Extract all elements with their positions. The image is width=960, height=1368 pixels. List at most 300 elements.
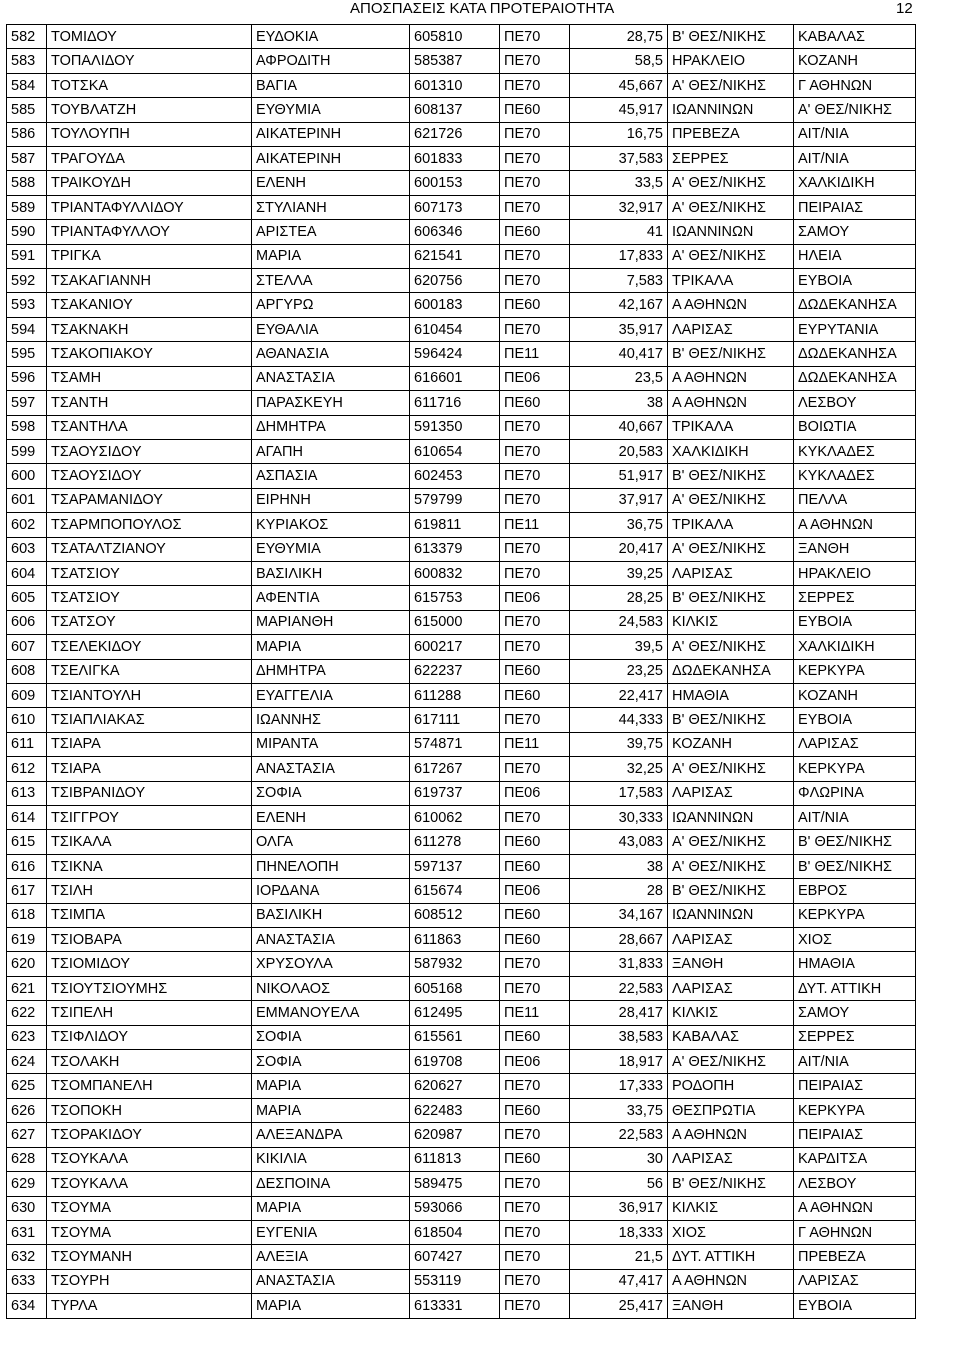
table-row — [7, 269, 916, 293]
registry-code-cell: 612495 — [410, 1001, 500, 1025]
first-name-cell: ΕΥΘΑΛΙΑ — [252, 317, 410, 341]
registry-code-cell: 589475 — [410, 1172, 500, 1196]
surname-cell: ΤΟΠΑΛΙΔΟΥ — [47, 49, 252, 73]
surname-cell: ΤΟΜΙΔΟΥ — [47, 25, 252, 49]
score-cell: 31,833 — [570, 952, 668, 976]
table-row — [7, 781, 916, 805]
score-cell: 22,417 — [570, 683, 668, 707]
origin-cell: ΚΙΛΚΙΣ — [668, 610, 794, 634]
registry-code-cell: 615000 — [410, 610, 500, 634]
destination-cell: ΛΕΣΒΟΥ — [794, 1172, 916, 1196]
origin-cell: Β' ΘΕΣ/ΝΙΚΗΣ — [668, 464, 794, 488]
registry-code-cell: 553119 — [410, 1269, 500, 1293]
table-row — [7, 1245, 916, 1269]
destination-cell: ΧΑΛΚΙΔΙΚΗ — [794, 635, 916, 659]
destination-cell: ΕΥΒΟΙΑ — [794, 610, 916, 634]
table-body — [7, 25, 916, 1319]
specialty-cell: ΠΕ70 — [500, 537, 570, 561]
score-cell: 35,917 — [570, 317, 668, 341]
destination-cell: ΚΥΚΛΑΔΕΣ — [794, 439, 916, 463]
destination-cell: ΞΑΝΘΗ — [794, 537, 916, 561]
origin-cell: Β' ΘΕΣ/ΝΙΚΗΣ — [668, 25, 794, 49]
table-row — [7, 1172, 916, 1196]
destination-cell: ΚΕΡΚΥΡΑ — [794, 757, 916, 781]
first-name-cell: ΑΝΑΣΤΑΣΙΑ — [252, 757, 410, 781]
table-row — [7, 635, 916, 659]
registry-code-cell: 611716 — [410, 391, 500, 415]
table-row — [7, 830, 916, 854]
destination-cell: ΣΕΡΡΕΣ — [794, 586, 916, 610]
row-number-cell: 634 — [7, 1294, 47, 1318]
first-name-cell: ΑΦΡΟΔΙΤΗ — [252, 49, 410, 73]
surname-cell: ΤΟΤΣΚΑ — [47, 73, 252, 97]
score-cell: 28,667 — [570, 928, 668, 952]
score-cell: 16,75 — [570, 122, 668, 146]
registry-code-cell: 619708 — [410, 1050, 500, 1074]
destination-cell: Β' ΘΕΣ/ΝΙΚΗΣ — [794, 854, 916, 878]
registry-code-cell: 620987 — [410, 1123, 500, 1147]
row-number-cell: 632 — [7, 1245, 47, 1269]
table-row — [7, 537, 916, 561]
row-number-cell: 603 — [7, 537, 47, 561]
score-cell: 34,167 — [570, 903, 668, 927]
row-number-cell: 589 — [7, 195, 47, 219]
destination-cell: ΠΕΙΡΑΙΑΣ — [794, 195, 916, 219]
specialty-cell: ΠΕ60 — [500, 903, 570, 927]
specialty-cell: ΠΕ70 — [500, 147, 570, 171]
row-number-cell: 616 — [7, 854, 47, 878]
origin-cell: ΤΡΙΚΑΛΑ — [668, 269, 794, 293]
registry-code-cell: 610454 — [410, 317, 500, 341]
registry-code-cell: 600153 — [410, 171, 500, 195]
first-name-cell: ΔΕΣΠΟΙΝΑ — [252, 1172, 410, 1196]
origin-cell: Α' ΘΕΣ/ΝΙΚΗΣ — [668, 73, 794, 97]
row-number-cell: 590 — [7, 220, 47, 244]
first-name-cell: ΕΙΡΗΝΗ — [252, 488, 410, 512]
first-name-cell: ΕΛΕΝΗ — [252, 171, 410, 195]
origin-cell: Α' ΘΕΣ/ΝΙΚΗΣ — [668, 488, 794, 512]
table-row — [7, 391, 916, 415]
surname-cell: ΤΣΙΑΝΤΟΥΛΗ — [47, 683, 252, 707]
score-cell: 24,583 — [570, 610, 668, 634]
registry-code-cell: 611863 — [410, 928, 500, 952]
table-row — [7, 1196, 916, 1220]
score-cell: 21,5 — [570, 1245, 668, 1269]
registry-code-cell: 611813 — [410, 1147, 500, 1171]
score-cell: 20,583 — [570, 439, 668, 463]
row-number-cell: 631 — [7, 1220, 47, 1244]
origin-cell: ΠΡΕΒΕΖΑ — [668, 122, 794, 146]
surname-cell: ΤΣΑΟΥΣΙΔΟΥ — [47, 464, 252, 488]
specialty-cell: ΠΕ70 — [500, 171, 570, 195]
surname-cell: ΤΣΑΤΣΟΥ — [47, 610, 252, 634]
origin-cell: ΗΡΑΚΛΕΙΟ — [668, 49, 794, 73]
origin-cell: Α ΑΘΗΝΩΝ — [668, 366, 794, 390]
score-cell: 30,333 — [570, 806, 668, 830]
table-row — [7, 928, 916, 952]
first-name-cell: ΑΙΚΑΤΕΡΙΝΗ — [252, 122, 410, 146]
destination-cell: ΔΩΔΕΚΑΝΗΣΑ — [794, 366, 916, 390]
surname-cell: ΤΡΙΑΝΤΑΦΥΛΛΟΥ — [47, 220, 252, 244]
specialty-cell: ΠΕ60 — [500, 98, 570, 122]
score-cell: 33,75 — [570, 1098, 668, 1122]
surname-cell: ΤΣΙΟΜΙΔΟΥ — [47, 952, 252, 976]
origin-cell: ΧΑΛΚΙΔΙΚΗ — [668, 439, 794, 463]
table-row — [7, 1050, 916, 1074]
specialty-cell: ΠΕ70 — [500, 269, 570, 293]
first-name-cell: ΠΗΝΕΛΟΠΗ — [252, 854, 410, 878]
score-cell: 33,5 — [570, 171, 668, 195]
row-number-cell: 622 — [7, 1001, 47, 1025]
first-name-cell: ΑΡΙΣΤΕΑ — [252, 220, 410, 244]
origin-cell: Α' ΘΕΣ/ΝΙΚΗΣ — [668, 537, 794, 561]
specialty-cell: ΠΕ70 — [500, 708, 570, 732]
surname-cell: ΤΣΕΛΙΓΚΑ — [47, 659, 252, 683]
score-cell: 22,583 — [570, 976, 668, 1000]
origin-cell: ΚΙΛΚΙΣ — [668, 1001, 794, 1025]
first-name-cell: ΚΙΚΙΛΙΑ — [252, 1147, 410, 1171]
destination-cell: ΚΕΡΚΥΡΑ — [794, 903, 916, 927]
surname-cell: ΤΣΙΑΡΑ — [47, 732, 252, 756]
specialty-cell: ΠΕ70 — [500, 488, 570, 512]
table-row — [7, 1294, 916, 1318]
surname-cell: ΤΟΥΛΟΥΠΗ — [47, 122, 252, 146]
score-cell: 37,583 — [570, 147, 668, 171]
origin-cell: ΔΩΔΕΚΑΝΗΣΑ — [668, 659, 794, 683]
specialty-cell: ΠΕ06 — [500, 366, 570, 390]
origin-cell: Α ΑΘΗΝΩΝ — [668, 391, 794, 415]
first-name-cell: ΕΥΘΥΜΙΑ — [252, 537, 410, 561]
specialty-cell: ΠΕ60 — [500, 830, 570, 854]
first-name-cell: ΕΥΑΓΓΕΛΙΑ — [252, 683, 410, 707]
score-cell: 18,333 — [570, 1220, 668, 1244]
registry-code-cell: 622237 — [410, 659, 500, 683]
destination-cell: ΠΡΕΒΕΖΑ — [794, 1245, 916, 1269]
first-name-cell: ΜΑΡΙΑ — [252, 1098, 410, 1122]
registry-code-cell: 574871 — [410, 732, 500, 756]
surname-cell: ΤΣΑΚΟΠΙΑΚΟΥ — [47, 342, 252, 366]
surname-cell: ΤΣΟΥΜΑΝΗ — [47, 1245, 252, 1269]
destination-cell: ΗΜΑΘΙΑ — [794, 952, 916, 976]
surname-cell: ΤΡΙΑΝΤΑΦΥΛΛΙΔΟΥ — [47, 195, 252, 219]
specialty-cell: ΠΕ60 — [500, 1025, 570, 1049]
destination-cell: ΚΑΒΑΛΑΣ — [794, 25, 916, 49]
score-cell: 32,917 — [570, 195, 668, 219]
surname-cell: ΤΣΙΚΑΛΑ — [47, 830, 252, 854]
specialty-cell: ΠΕ70 — [500, 976, 570, 1000]
surname-cell: ΤΡΙΓΚΑ — [47, 244, 252, 268]
row-number-cell: 606 — [7, 610, 47, 634]
registry-code-cell: 618504 — [410, 1220, 500, 1244]
score-cell: 58,5 — [570, 49, 668, 73]
destination-cell: ΣΑΜΟΥ — [794, 220, 916, 244]
row-number-cell: 591 — [7, 244, 47, 268]
score-cell: 23,25 — [570, 659, 668, 683]
origin-cell: ΤΡΙΚΑΛΑ — [668, 415, 794, 439]
registry-code-cell: 601833 — [410, 147, 500, 171]
specialty-cell: ΠΕ06 — [500, 879, 570, 903]
row-number-cell: 600 — [7, 464, 47, 488]
score-cell: 56 — [570, 1172, 668, 1196]
surname-cell: ΤΡΑΙΚΟΥΔΗ — [47, 171, 252, 195]
specialty-cell: ΠΕ60 — [500, 683, 570, 707]
surname-cell: ΤΣΑΤΣΙΟΥ — [47, 586, 252, 610]
specialty-cell: ΠΕ70 — [500, 195, 570, 219]
surname-cell: ΤΡΑΓΟΥΔΑ — [47, 147, 252, 171]
first-name-cell: ΕΛΕΝΗ — [252, 806, 410, 830]
score-cell: 43,083 — [570, 830, 668, 854]
page-header — [0, 0, 960, 22]
table-row — [7, 1098, 916, 1122]
row-number-cell: 629 — [7, 1172, 47, 1196]
table-row — [7, 73, 916, 97]
specialty-cell: ΠΕ06 — [500, 1050, 570, 1074]
registry-code-cell: 585387 — [410, 49, 500, 73]
table-row — [7, 854, 916, 878]
specialty-cell: ΠΕ70 — [500, 73, 570, 97]
surname-cell: ΤΥΡΛΑ — [47, 1294, 252, 1318]
table-row — [7, 1123, 916, 1147]
score-cell: 45,917 — [570, 98, 668, 122]
destination-cell: ΚΟΖΑΝΗ — [794, 683, 916, 707]
row-number-cell: 615 — [7, 830, 47, 854]
row-number-cell: 614 — [7, 806, 47, 830]
first-name-cell: ΑΙΚΑΤΕΡΙΝΗ — [252, 147, 410, 171]
score-cell: 39,25 — [570, 561, 668, 585]
origin-cell: ΙΩΑΝΝΙΝΩΝ — [668, 220, 794, 244]
surname-cell: ΤΣΑΝΤΗ — [47, 391, 252, 415]
surname-cell: ΤΣΙΜΠΑ — [47, 903, 252, 927]
specialty-cell: ΠΕ70 — [500, 244, 570, 268]
origin-cell: ΞΑΝΘΗ — [668, 952, 794, 976]
row-number-cell: 620 — [7, 952, 47, 976]
destination-cell: ΑΙΤ/ΝΙΑ — [794, 806, 916, 830]
registry-code-cell: 591350 — [410, 415, 500, 439]
surname-cell: ΤΣΟΠΟΚΗ — [47, 1098, 252, 1122]
origin-cell: ΚΑΒΑΛΑΣ — [668, 1025, 794, 1049]
origin-cell: ΤΡΙΚΑΛΑ — [668, 513, 794, 537]
first-name-cell: ΑΘΑΝΑΣΙΑ — [252, 342, 410, 366]
specialty-cell: ΠΕ70 — [500, 1269, 570, 1293]
registry-code-cell: 608512 — [410, 903, 500, 927]
specialty-cell: ΠΕ70 — [500, 1196, 570, 1220]
registry-code-cell: 613331 — [410, 1294, 500, 1318]
registry-code-cell: 596424 — [410, 342, 500, 366]
specialty-cell: ΠΕ60 — [500, 391, 570, 415]
specialty-cell: ΠΕ70 — [500, 561, 570, 585]
table-row — [7, 171, 916, 195]
first-name-cell: ΧΡΥΣΟΥΛΑ — [252, 952, 410, 976]
destination-cell: ΚΟΖΑΝΗ — [794, 49, 916, 73]
destination-cell: ΔΩΔΕΚΑΝΗΣΑ — [794, 342, 916, 366]
origin-cell: ΘΕΣΠΡΩΤΙΑ — [668, 1098, 794, 1122]
table-row — [7, 147, 916, 171]
surname-cell: ΤΣΙΒΡΑΝΙΔΟΥ — [47, 781, 252, 805]
origin-cell: ΛΑΡΙΣΑΣ — [668, 1147, 794, 1171]
origin-cell: Β' ΘΕΣ/ΝΙΚΗΣ — [668, 586, 794, 610]
registry-code-cell: 619811 — [410, 513, 500, 537]
registry-code-cell: 602453 — [410, 464, 500, 488]
row-number-cell: 613 — [7, 781, 47, 805]
first-name-cell: ΙΩΑΝΝΗΣ — [252, 708, 410, 732]
surname-cell: ΤΣΙΑΡΑ — [47, 757, 252, 781]
surname-cell: ΤΣΑΚΝΑΚΗ — [47, 317, 252, 341]
row-number-cell: 594 — [7, 317, 47, 341]
destination-cell: ΒΟΙΩΤΙΑ — [794, 415, 916, 439]
origin-cell: ΡΟΔΟΠΗ — [668, 1074, 794, 1098]
specialty-cell: ΠΕ60 — [500, 928, 570, 952]
destination-cell: ΗΛΕΙΑ — [794, 244, 916, 268]
surname-cell: ΤΣΑΟΥΣΙΔΟΥ — [47, 439, 252, 463]
first-name-cell: ΒΑΣΙΛΙΚΗ — [252, 561, 410, 585]
specialty-cell: ΠΕ70 — [500, 806, 570, 830]
destination-cell: Α ΑΘΗΝΩΝ — [794, 513, 916, 537]
origin-cell: ΙΩΑΝΝΙΝΩΝ — [668, 903, 794, 927]
score-cell: 41 — [570, 220, 668, 244]
row-number-cell: 626 — [7, 1098, 47, 1122]
destination-cell: ΚΥΚΛΑΔΕΣ — [794, 464, 916, 488]
surname-cell: ΤΣΟΥΜΑ — [47, 1220, 252, 1244]
origin-cell: Α' ΘΕΣ/ΝΙΚΗΣ — [668, 195, 794, 219]
score-cell: 17,333 — [570, 1074, 668, 1098]
origin-cell: ΛΑΡΙΣΑΣ — [668, 781, 794, 805]
destination-cell: ΕΥΒΟΙΑ — [794, 1294, 916, 1318]
first-name-cell: ΕΥΓΕΝΙΑ — [252, 1220, 410, 1244]
surname-cell: ΤΣΑΚΑΓΙΑΝΝΗ — [47, 269, 252, 293]
origin-cell: Β' ΘΕΣ/ΝΙΚΗΣ — [668, 342, 794, 366]
destination-cell: ΛΑΡΙΣΑΣ — [794, 732, 916, 756]
origin-cell: ΙΩΑΝΝΙΝΩΝ — [668, 98, 794, 122]
specialty-cell: ΠΕ06 — [500, 781, 570, 805]
row-number-cell: 584 — [7, 73, 47, 97]
score-cell: 28 — [570, 879, 668, 903]
origin-cell: ΣΕΡΡΕΣ — [668, 147, 794, 171]
row-number-cell: 624 — [7, 1050, 47, 1074]
origin-cell: ΚΟΖΑΝΗ — [668, 732, 794, 756]
registry-code-cell: 600217 — [410, 635, 500, 659]
first-name-cell: ΜΑΡΙΑ — [252, 1196, 410, 1220]
surname-cell: ΤΟΥΒΛΑΤΖΗ — [47, 98, 252, 122]
destination-cell: Γ ΑΘΗΝΩΝ — [794, 1220, 916, 1244]
table-row — [7, 976, 916, 1000]
table-row — [7, 683, 916, 707]
registry-code-cell: 610062 — [410, 806, 500, 830]
registry-code-cell: 615753 — [410, 586, 500, 610]
surname-cell: ΤΣΙΓΓΡΟΥ — [47, 806, 252, 830]
first-name-cell: ΜΑΡΙΑ — [252, 244, 410, 268]
row-number-cell: 593 — [7, 293, 47, 317]
table-row — [7, 732, 916, 756]
destination-cell: ΑΙΤ/ΝΙΑ — [794, 147, 916, 171]
table-row — [7, 1001, 916, 1025]
surname-cell: ΤΣΑΚΑΝΙΟΥ — [47, 293, 252, 317]
origin-cell: ΛΑΡΙΣΑΣ — [668, 928, 794, 952]
surname-cell: ΤΣΟΜΠΑΝΕΛΗ — [47, 1074, 252, 1098]
table-row — [7, 879, 916, 903]
origin-cell: ΛΑΡΙΣΑΣ — [668, 317, 794, 341]
first-name-cell: ΑΛΕΞΑΝΔΡΑ — [252, 1123, 410, 1147]
surname-cell: ΤΣΙΛΗ — [47, 879, 252, 903]
specialty-cell: ΠΕ70 — [500, 1220, 570, 1244]
row-number-cell: 597 — [7, 391, 47, 415]
registry-code-cell: 621726 — [410, 122, 500, 146]
surname-cell: ΤΣΟΥΚΑΛΑ — [47, 1172, 252, 1196]
surname-cell: ΤΣΙΠΕΛΗ — [47, 1001, 252, 1025]
first-name-cell: ΑΦΕΝΤΙΑ — [252, 586, 410, 610]
registry-code-cell: 621541 — [410, 244, 500, 268]
specialty-cell: ΠΕ70 — [500, 464, 570, 488]
destination-cell: ΑΙΤ/ΝΙΑ — [794, 122, 916, 146]
first-name-cell: ΑΝΑΣΤΑΣΙΑ — [252, 1269, 410, 1293]
table-row — [7, 903, 916, 927]
origin-cell: ΛΑΡΙΣΑΣ — [668, 561, 794, 585]
registry-code-cell: 579799 — [410, 488, 500, 512]
destination-cell: ΠΕΙΡΑΙΑΣ — [794, 1123, 916, 1147]
first-name-cell: ΜΑΡΙΑ — [252, 1074, 410, 1098]
score-cell: 36,917 — [570, 1196, 668, 1220]
destination-cell: ΔΩΔΕΚΑΝΗΣΑ — [794, 293, 916, 317]
specialty-cell: ΠΕ70 — [500, 1123, 570, 1147]
first-name-cell: ΝΙΚΟΛΑΟΣ — [252, 976, 410, 1000]
row-number-cell: 601 — [7, 488, 47, 512]
specialty-cell: ΠΕ70 — [500, 25, 570, 49]
destination-cell: Α' ΘΕΣ/ΝΙΚΗΣ — [794, 98, 916, 122]
registry-code-cell: 608137 — [410, 98, 500, 122]
row-number-cell: 598 — [7, 415, 47, 439]
score-cell: 28,25 — [570, 586, 668, 610]
first-name-cell: ΑΣΠΑΣΙΑ — [252, 464, 410, 488]
registry-code-cell: 597137 — [410, 854, 500, 878]
registry-code-cell: 593066 — [410, 1196, 500, 1220]
row-number-cell: 611 — [7, 732, 47, 756]
score-cell: 40,667 — [570, 415, 668, 439]
score-cell: 36,75 — [570, 513, 668, 537]
destination-cell: Γ ΑΘΗΝΩΝ — [794, 73, 916, 97]
table-row — [7, 244, 916, 268]
specialty-cell: ΠΕ11 — [500, 342, 570, 366]
destination-cell: ΕΥΒΟΙΑ — [794, 269, 916, 293]
first-name-cell: ΑΝΑΣΤΑΣΙΑ — [252, 928, 410, 952]
row-number-cell: 595 — [7, 342, 47, 366]
registry-code-cell: 611278 — [410, 830, 500, 854]
origin-cell: Α' ΘΕΣ/ΝΙΚΗΣ — [668, 171, 794, 195]
registry-code-cell: 605810 — [410, 25, 500, 49]
registry-code-cell: 620756 — [410, 269, 500, 293]
table-row — [7, 757, 916, 781]
registry-code-cell: 622483 — [410, 1098, 500, 1122]
specialty-cell: ΠΕ70 — [500, 952, 570, 976]
first-name-cell: ΚΥΡΙΑΚΟΣ — [252, 513, 410, 537]
specialty-cell: ΠΕ70 — [500, 1172, 570, 1196]
first-name-cell: ΒΑΣΙΛΙΚΗ — [252, 903, 410, 927]
origin-cell: Α ΑΘΗΝΩΝ — [668, 1123, 794, 1147]
registry-code-cell: 617267 — [410, 757, 500, 781]
specialty-cell: ΠΕ60 — [500, 1147, 570, 1171]
origin-cell: Α' ΘΕΣ/ΝΙΚΗΣ — [668, 1050, 794, 1074]
first-name-cell: ΕΥΘΥΜΙΑ — [252, 98, 410, 122]
origin-cell: Α' ΘΕΣ/ΝΙΚΗΣ — [668, 635, 794, 659]
specialty-cell: ΠΕ70 — [500, 1245, 570, 1269]
row-number-cell: 633 — [7, 1269, 47, 1293]
destination-cell: ΧΙΟΣ — [794, 928, 916, 952]
score-cell: 37,917 — [570, 488, 668, 512]
score-cell: 7,583 — [570, 269, 668, 293]
row-number-cell: 617 — [7, 879, 47, 903]
registry-code-cell: 601310 — [410, 73, 500, 97]
registry-code-cell: 600832 — [410, 561, 500, 585]
score-cell: 22,583 — [570, 1123, 668, 1147]
table-row — [7, 366, 916, 390]
